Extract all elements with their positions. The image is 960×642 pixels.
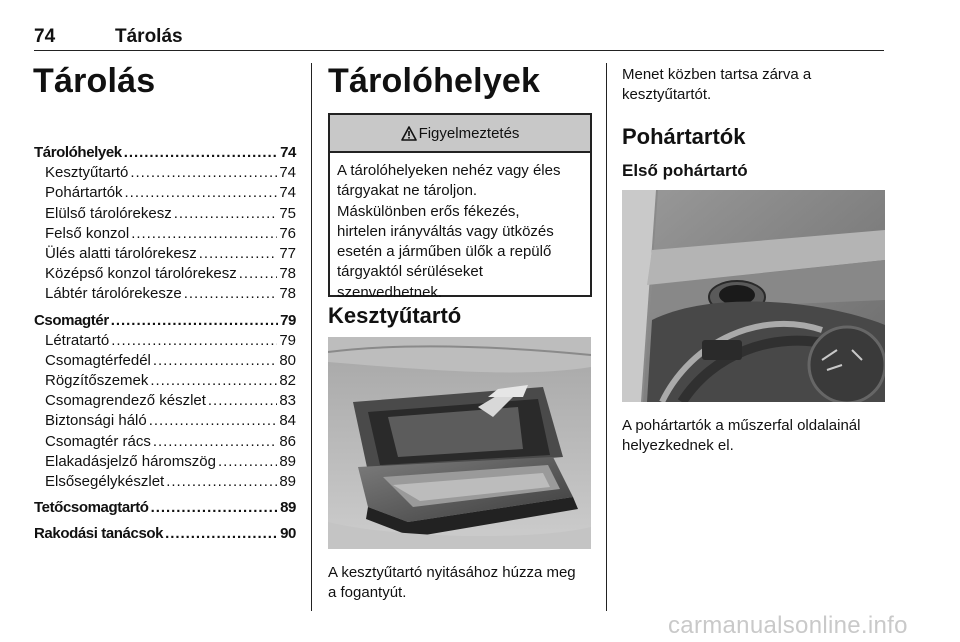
toc-entry[interactable] bbox=[34, 411, 296, 431]
toc-page-number: 90 bbox=[280, 525, 296, 543]
toc-page-number: 76 bbox=[279, 224, 296, 242]
toc-label: Felső konzol bbox=[45, 224, 130, 242]
warning-header bbox=[330, 115, 590, 153]
toc-label: Létratartó bbox=[45, 331, 110, 349]
column-divider bbox=[311, 63, 312, 611]
warning-text bbox=[330, 153, 590, 311]
toc-label: Csomagrendező készlet bbox=[45, 392, 206, 410]
toc-leader-dots bbox=[165, 524, 278, 544]
intro-text bbox=[622, 65, 811, 105]
toc-entry[interactable] bbox=[34, 371, 296, 391]
toc-page-number: 79 bbox=[280, 311, 296, 329]
toc-page-number: 75 bbox=[279, 204, 296, 222]
toc-label: Rakodási tanácsok bbox=[34, 525, 164, 543]
cupholder-illustration bbox=[622, 190, 885, 402]
cupholder-caption bbox=[622, 416, 860, 456]
header-rule bbox=[34, 50, 884, 51]
toc-entry[interactable] bbox=[34, 163, 296, 183]
warning-line: hirtelen irányváltás vagy ütközés bbox=[337, 222, 554, 240]
toc-page-number: 78 bbox=[279, 285, 296, 303]
toc-entry-main[interactable] bbox=[34, 311, 296, 331]
warning-heading: Figyelmeztetés bbox=[418, 124, 520, 142]
toc-page-number: 74 bbox=[279, 184, 296, 202]
toc-leader-dots bbox=[111, 311, 278, 331]
subsubsection-title: Első pohártartó bbox=[622, 161, 748, 180]
toc-leader-dots bbox=[184, 284, 278, 304]
toc-entry[interactable] bbox=[34, 183, 296, 203]
toc-leader-dots bbox=[153, 432, 277, 452]
toc-entry[interactable] bbox=[34, 204, 296, 224]
toc-leader-dots bbox=[125, 183, 278, 203]
warning-line: tárgyakat ne tároljon. bbox=[337, 182, 478, 200]
toc-page-number: 84 bbox=[279, 412, 296, 430]
toc-entry-main[interactable] bbox=[34, 524, 296, 544]
toc-page-number: 74 bbox=[279, 164, 296, 182]
toc-entry-main[interactable] bbox=[34, 143, 296, 163]
toc-label: Tetőcsomagtartó bbox=[34, 499, 149, 517]
toc-leader-dots bbox=[208, 391, 277, 411]
toc-entry[interactable] bbox=[34, 264, 296, 284]
toc-leader-dots bbox=[111, 331, 277, 351]
toc-label: Csomagtér rács bbox=[45, 432, 151, 450]
toc-label: Kesztyűtartó bbox=[45, 164, 129, 182]
intro-line: Menet közben tartsa zárva a bbox=[622, 66, 812, 83]
warning-line: tárgyaktól sérüléseket bbox=[337, 263, 483, 281]
toc-leader-dots bbox=[131, 224, 277, 244]
toc-page-number: 77 bbox=[279, 244, 296, 262]
toc-label: Tárolóhelyek bbox=[34, 144, 122, 161]
glovebox-caption bbox=[328, 563, 576, 603]
toc-label: Rögzítőszemek bbox=[45, 372, 149, 390]
toc-entry[interactable] bbox=[34, 351, 296, 371]
subsection-title: Pohártartók bbox=[622, 124, 746, 149]
watermark: carmanualsonline.info bbox=[668, 612, 908, 639]
toc-page-number: 78 bbox=[279, 265, 296, 283]
toc-label: Biztonsági háló bbox=[45, 412, 147, 430]
warning-box bbox=[328, 113, 592, 301]
toc-leader-dots bbox=[151, 498, 279, 518]
toc-entry[interactable] bbox=[34, 244, 296, 264]
caption-line: A kesztyűtartó nyitásához húzza meg bbox=[328, 564, 576, 581]
toc-leader-dots bbox=[150, 371, 277, 391]
toc-label: Csomagtér bbox=[34, 311, 109, 329]
toc-page-number: 89 bbox=[280, 499, 296, 517]
caption-line: a fogantyút. bbox=[328, 584, 407, 601]
section-title: Tárolóhelyek bbox=[328, 62, 541, 100]
toc-page-number: 79 bbox=[279, 331, 296, 349]
table-of-contents bbox=[34, 143, 296, 545]
warning-line: A tárolóhelyeken nehéz vagy éles bbox=[337, 162, 561, 179]
toc-page-number: 89 bbox=[279, 473, 296, 490]
running-header: Tárolás bbox=[115, 26, 183, 47]
page-number: 74 bbox=[34, 26, 56, 47]
toc-page-number: 89 bbox=[279, 452, 296, 470]
toc-leader-dots bbox=[149, 411, 278, 431]
toc-label: Pohártartók bbox=[45, 184, 123, 202]
toc-leader-dots bbox=[218, 452, 277, 472]
toc-entry[interactable] bbox=[34, 391, 296, 411]
chapter-title: Tárolás bbox=[33, 62, 156, 100]
toc-page-number: 82 bbox=[279, 372, 296, 390]
toc-label: Elsősegélykészlet bbox=[45, 473, 165, 490]
toc-label: Lábtér tárolórekesze bbox=[45, 285, 182, 303]
toc-page-number: 86 bbox=[279, 432, 296, 450]
toc-page-number: 74 bbox=[280, 144, 296, 161]
toc-leader-dots bbox=[174, 204, 278, 224]
glovebox-illustration bbox=[328, 337, 591, 549]
toc-entry[interactable] bbox=[34, 331, 296, 351]
toc-label: Csomagtérfedél bbox=[45, 351, 151, 369]
toc-leader-dots bbox=[166, 472, 277, 492]
toc-entry[interactable] bbox=[34, 224, 296, 244]
toc-leader-dots bbox=[239, 264, 278, 284]
subsection-title: Kesztyűtartó bbox=[328, 303, 462, 328]
caption-line: A pohártartók a műszerfal oldalainál bbox=[622, 417, 861, 434]
warning-line: Máskülönben erős fékezés, bbox=[337, 202, 520, 220]
toc-label: Elakadásjelző háromszög bbox=[45, 452, 216, 470]
toc-label: Ülés alatti tárolórekesz bbox=[45, 244, 197, 262]
toc-entry[interactable] bbox=[34, 472, 296, 492]
warning-icon bbox=[401, 126, 417, 141]
toc-page-number: 80 bbox=[279, 351, 296, 369]
column-divider bbox=[606, 63, 607, 611]
toc-leader-dots bbox=[130, 163, 277, 183]
toc-leader-dots bbox=[199, 244, 278, 264]
toc-entry-main[interactable] bbox=[34, 498, 296, 518]
toc-label: Elülső tárolórekesz bbox=[45, 204, 172, 222]
toc-entry[interactable] bbox=[34, 432, 296, 452]
toc-entry[interactable] bbox=[34, 284, 296, 304]
caption-line: helyezkednek el. bbox=[622, 437, 734, 454]
toc-entry[interactable] bbox=[34, 452, 296, 472]
toc-label: Középső konzol tárolórekesz bbox=[45, 265, 237, 283]
warning-line: esetén a járműben ülők a repülő bbox=[337, 243, 552, 261]
warning-line: szenvedhetnek. bbox=[337, 283, 443, 301]
intro-line: kesztyűtartót. bbox=[622, 86, 712, 103]
toc-leader-dots bbox=[124, 143, 278, 163]
toc-leader-dots bbox=[153, 351, 277, 371]
toc-page-number: 83 bbox=[279, 392, 296, 410]
